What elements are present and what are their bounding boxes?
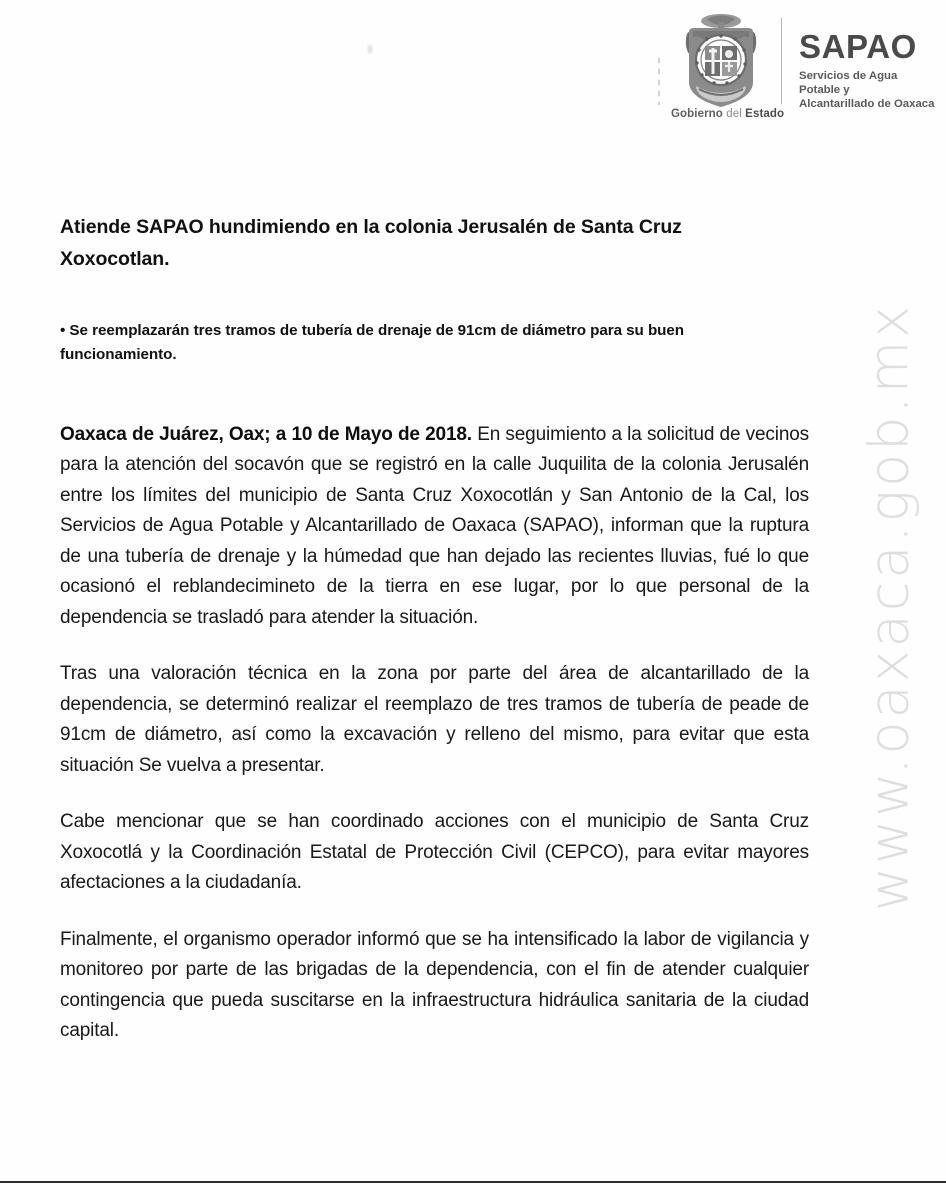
page-title: Atiende SAPAO hundimiendo en la colonia Jerusalén de Santa Cruz Xoxocotlan. [60,216,682,270]
paragraph-4: Finalmente, el organismo operador informó que se ha intensificado la labor de vigilancia y monitoreo por parte de las brigadas de la dependencia, con el fin de atender cualquier contingencia que pueda suscitarse en la infraestructura hidráulica sanitaria de la ciudad capital. [60,928,809,1042]
crest-caption-part2: del [726,108,742,120]
sapao-brand [799,30,939,111]
crest-caption-part3: Estado [745,108,785,120]
header-divider [781,18,782,104]
paragraph-3: Cabe mencionar que se han coordinado acciones con el municipio de Santa Cruz Xoxocotlá y la Coordinación Estatal de Protección Civil (CEPCO), para evitar mayores afectaciones a la ciudadanía. [60,811,809,894]
paragraph-1 [60,420,809,633]
crest-caption-part1: Gobierno [671,108,723,120]
sapao-tagline [799,69,939,111]
page-bottom-rule [0,1181,946,1183]
sapao-tagline-line1: Servicios de Agua Potable y [799,70,898,97]
scan-artifact [366,42,374,56]
sapao-tagline-line2: Alcantarillado de Oaxaca [799,98,935,111]
dotted-rule-decoration [657,55,661,105]
subtitle-bullet: • Se reemplazarán tres tramos de tubería de drenaje de 91cm de diámetro para su buen funcionamiento. [60,322,685,364]
body-paragraphs [60,420,809,1047]
crest-caption [671,108,785,120]
document-header [0,0,946,150]
sapao-wordmark: SAPAO [799,28,917,65]
dateline: Oaxaca de Juárez, Oax; a 10 de Mayo de 2018. [60,424,472,445]
paragraph-1-text: En seguimiento a la solicitud de vecinos para la atención del socavón que se registró en la calle Juquilita de la colonia Jerusalén entre los límites del municipio de Santa Cruz Xoxocotlán y San Antonio de la Cal, los Servicios de Agua Potable y Alcantarillado de Oaxaca (SAPAO), informan que la ruptura de una tubería de drenaje y la húmedad que han dejado las recientes lluvias, fué lo que ocasionó el reblandecimineto de la tierra en ese lugar, por lo que personal de la dependencia se trasladó para atender la situación. [60,424,810,628]
watermark-url: www.oaxaca.gob.mx [857,302,921,912]
paragraph-2: Tras una valoración técnica en la zona por parte del área de alcantarillado de la dependencia, se determinó realizar el reemplazo de tres tramos de tubería de peade de 91cm de diámetro, así como la excavación y relleno del mismo, para evitar que esta situación Se vuelva a presentar. [60,663,809,776]
